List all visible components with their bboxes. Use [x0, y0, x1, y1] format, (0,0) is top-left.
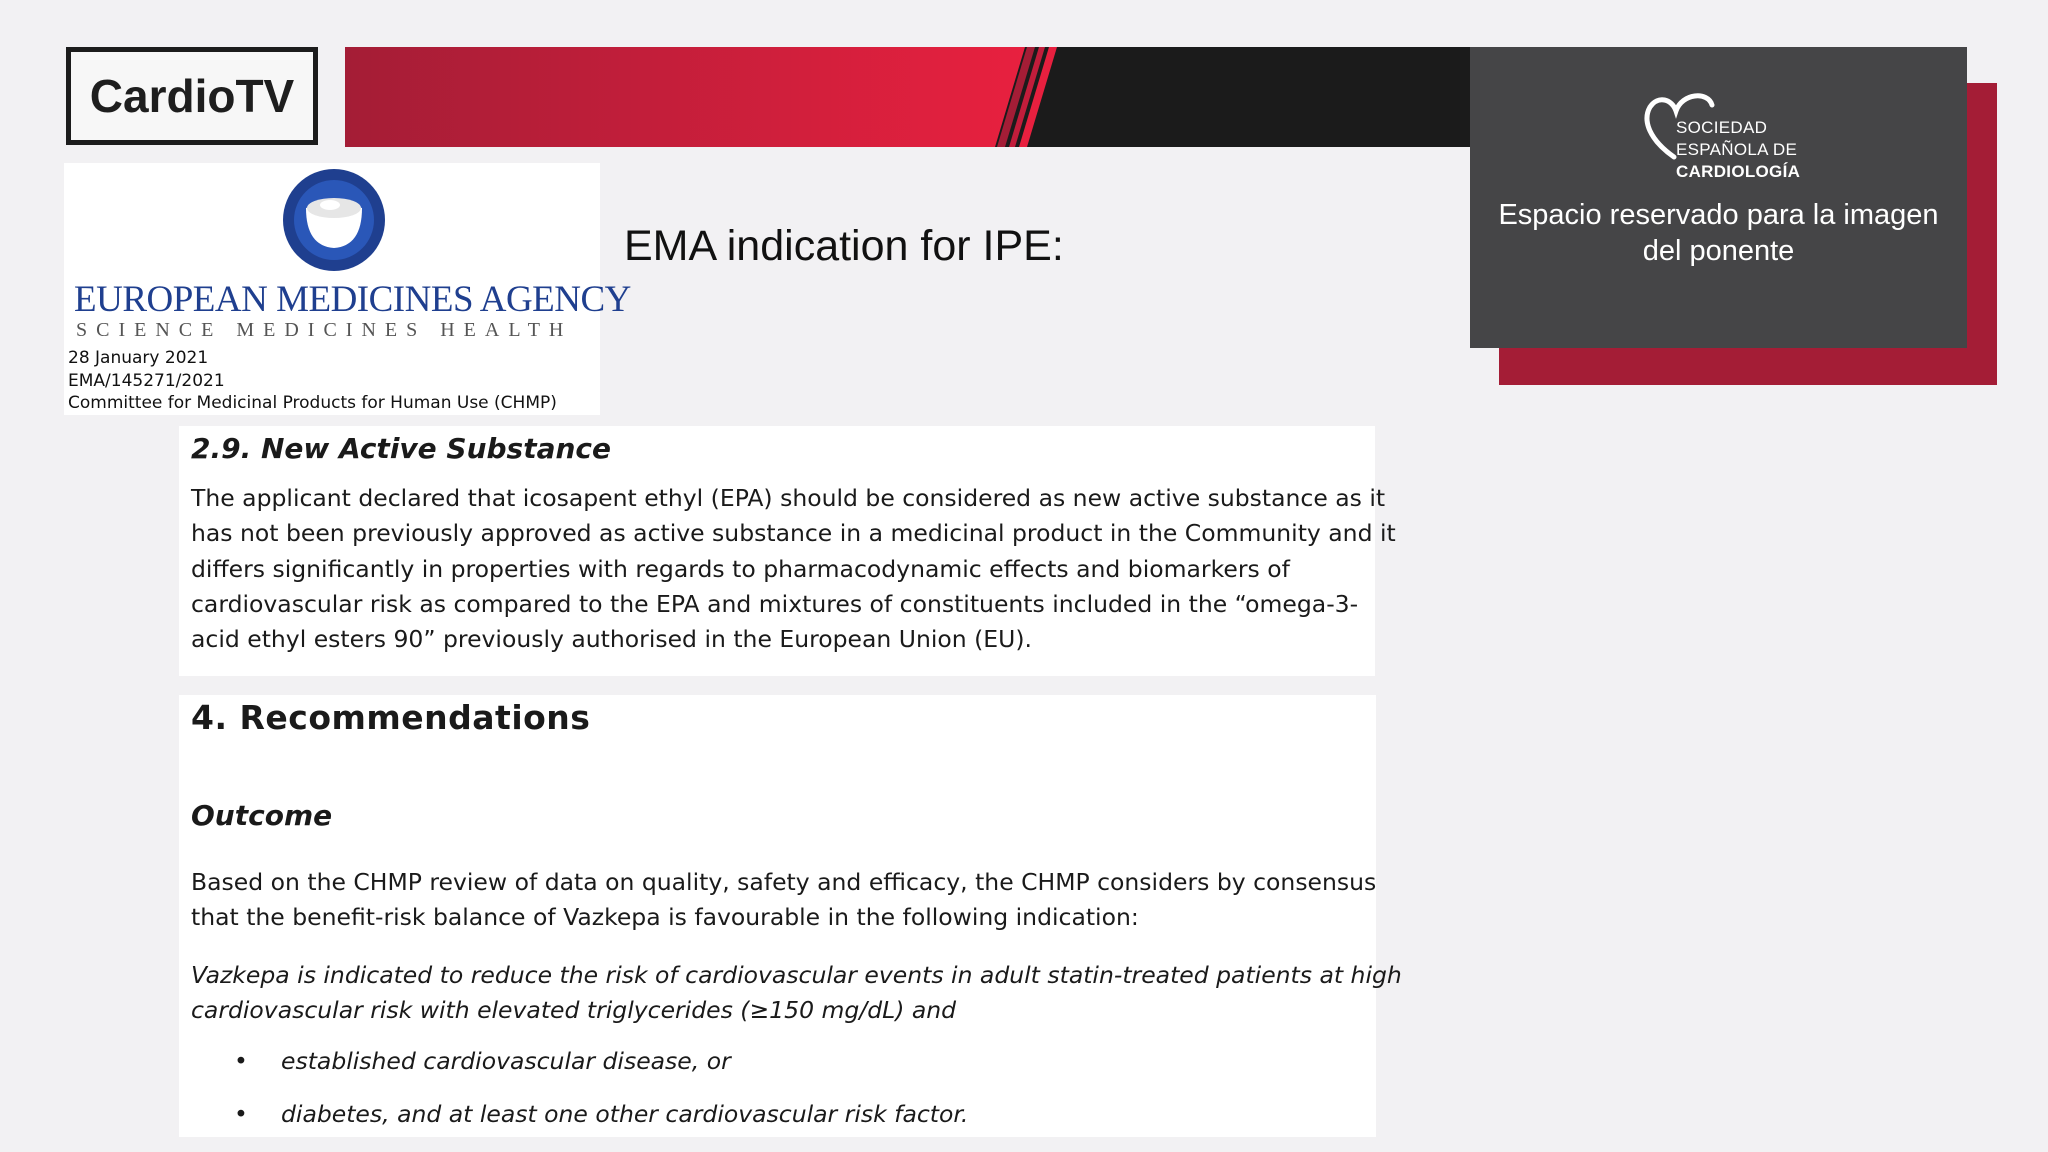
- sec-logo-line2: ESPAÑOLA DE: [1676, 140, 1798, 159]
- sec-logo-line1: SOCIEDAD: [1676, 118, 1768, 137]
- ema-date: 28 January 2021: [68, 348, 209, 368]
- bullet-icon: •: [234, 1047, 248, 1075]
- paragraph-line: acid ethyl esters 90” previously authorised in the European Union (EU).: [191, 625, 1032, 654]
- bullet-icon: •: [234, 1100, 248, 1128]
- new-substance-paragraph: [191, 481, 1396, 657]
- speaker-caption: [1470, 197, 1967, 269]
- ema-document-header: [64, 163, 631, 415]
- paragraph-line: The applicant declared that icosapent ethyl (EPA) should be considered as new active substance as it: [191, 484, 1386, 512]
- section-heading-recommendations: 4. Recommendations: [191, 698, 591, 737]
- ema-emblem-icon: [282, 168, 386, 272]
- cardiotv-logo: [66, 47, 318, 145]
- cardiotv-logo-text: CardioTV: [89, 70, 295, 122]
- list-item: [234, 1100, 248, 1128]
- list-item: [234, 1047, 248, 1075]
- ema-agency-name: EUROPEAN MEDICINES AGENCY: [74, 279, 631, 320]
- paragraph-line: Based on the CHMP review of data on quality, safety and efficacy, the CHMP considers by consensus: [191, 868, 1377, 896]
- outcome-paragraph: [191, 865, 1376, 936]
- speaker-caption-line2: del ponente: [1642, 235, 1795, 267]
- slide-title: EMA indication for IPE:: [624, 222, 1064, 270]
- ema-tagline: SCIENCE MEDICINES HEALTH: [76, 319, 573, 341]
- indication-text: [191, 958, 1402, 1028]
- sec-logo-text: [1676, 117, 1800, 183]
- sec-logo-line3: CARDIOLOGÍA: [1676, 162, 1801, 181]
- list-item-text: established cardiovascular disease, or: [281, 1047, 731, 1075]
- indication-line: Vazkepa is indicated to reduce the risk of cardiovascular events in adult statin-treated patients at high: [191, 961, 1402, 989]
- speaker-image-placeholder: [1470, 47, 1967, 348]
- list-item-text: diabetes, and at least one other cardiovascular risk factor.: [281, 1100, 969, 1128]
- indication-line: cardiovascular risk with elevated triglycerides (≥150 mg/dL) and: [191, 996, 957, 1024]
- paragraph-line: cardiovascular risk as compared to the EPA and mixtures of constituents included in the “omega-3-: [191, 589, 1359, 618]
- ema-committee: Committee for Medicinal Products for Human Use (CHMP): [68, 393, 557, 413]
- excerpt-recommendations: [179, 695, 1402, 1137]
- paragraph-line: differs significantly in properties with regards to pharmacodynamic effects and biomarkers of: [191, 554, 1290, 583]
- excerpt-new-active-substance: [179, 426, 1396, 676]
- speaker-caption-line1: Espacio reservado para la imagen: [1498, 199, 1939, 231]
- paragraph-line: has not been previously approved as active substance in a medicinal product in the Community and it: [191, 519, 1396, 548]
- ema-reference: EMA/145271/2021: [68, 370, 225, 391]
- paragraph-line: that the benefit-risk balance of Vazkepa is favourable in the following indication:: [191, 903, 1139, 932]
- header-banner: [345, 47, 1470, 147]
- ema-document-meta: [68, 347, 557, 415]
- subheading-outcome: Outcome: [191, 799, 333, 832]
- section-heading-new-active-substance: 2.9. New Active Substance: [191, 432, 612, 465]
